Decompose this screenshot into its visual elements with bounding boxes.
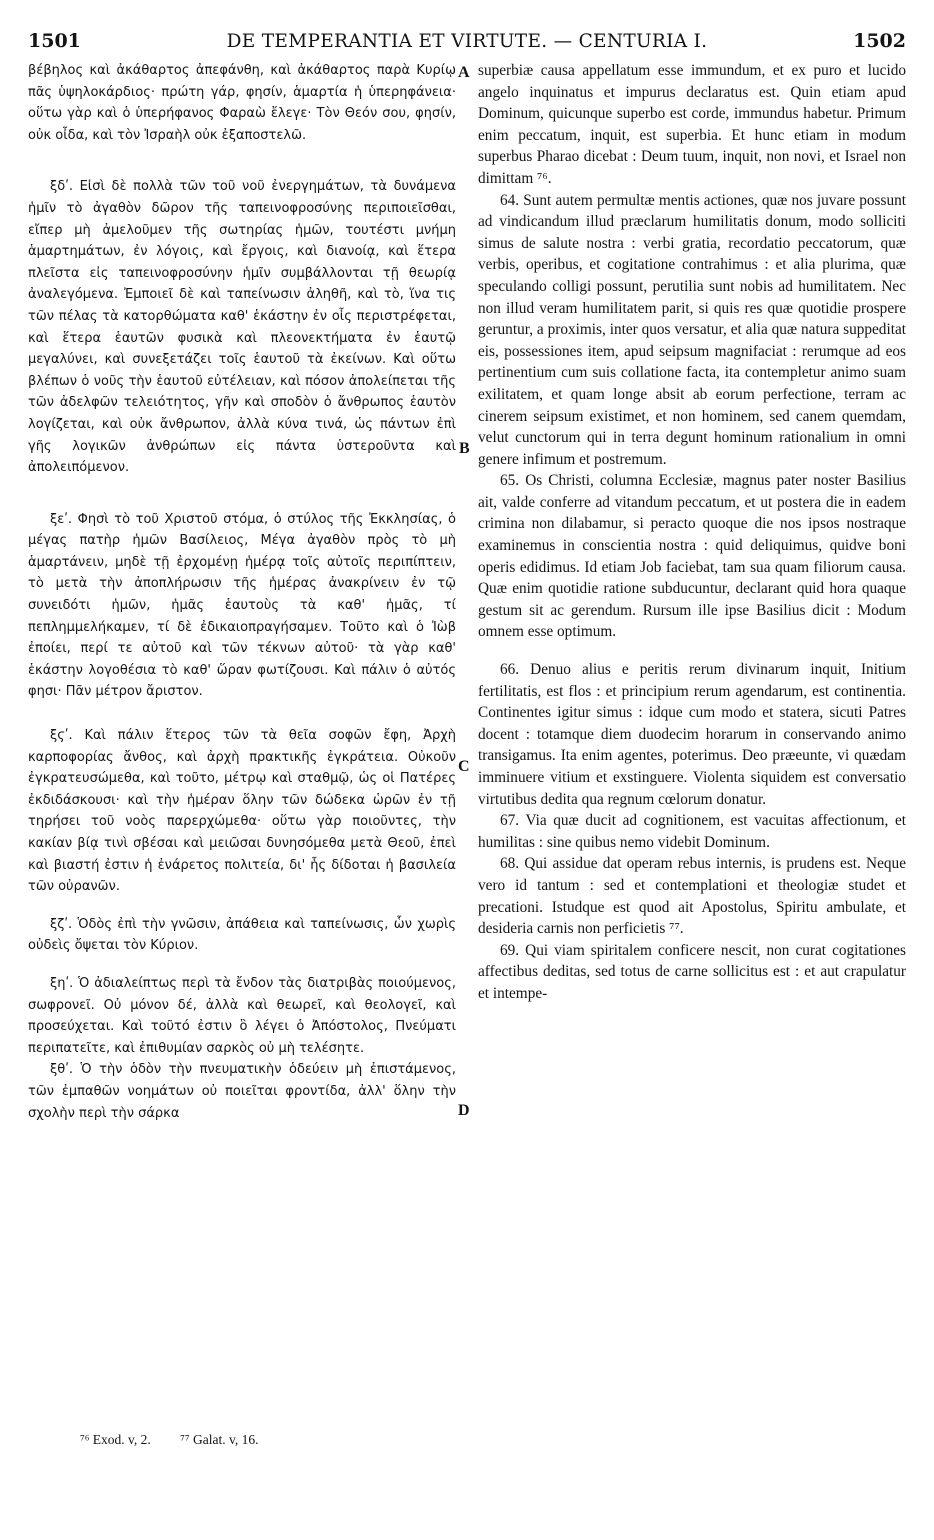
latin-column (478, 60, 906, 1005)
latin-paragraph: 69. Qui viam spiritalem conficere nescit, non curat cogitationes affectibus deditas, sed totus de carne sollicitus est : et aut crapulatur et intempe- (478, 941, 906, 1002)
margin-letter-d: D (458, 1102, 470, 1119)
margin-letter-c: C (458, 758, 470, 775)
latin-paragraph: 68. Qui assidue dat operam rebus internis, is prudens est. Neque vero id tantum : sed et contemplationi et theologiæ studet et precationi. Istudque est quod ait Apostolus, Spiritu ambulate, et desideria carnis non perficietis ⁷⁷. (478, 855, 906, 938)
latin-paragraph: superbiæ causa appellatum esse immundum, et ex puro et lucido angelo inquinatus et impurus declaratus est. Quin etiam apud Dominum, quicunque superbo est corde, immundus habetur. Primum enim peccatum, inquit, est superbia. Et hunc etiam in modum superbus Pharao dicebat : Deum tuum, inquit, non novi, et Israel non dimittam ⁷⁶. (478, 62, 906, 187)
margin-letter-a: A (458, 64, 470, 81)
greek-paragraph: ξϛʹ. Καὶ πάλιν ἕτερος τῶν τὰ θεῖα σοφῶν ἔφη, Ἀρχὴ καρποφορίας ἄνθος, καὶ ἀρχὴ πρακτικῆς ἐγκράτεια. Οὐκοῦν ἐγκρατευσώμεθα, καὶ τοῦτο, μέτρῳ καὶ σταθμῷ, ὡς οἱ Πατέρες ἐκδιδάσκουσι· καὶ τὴν ἡμέραν ὅλην τῶν δώδεκα ὡρῶν ἐν τῇ τηρήσει τοῦ νοὸς παρερχώμεθα· οὕτω γὰρ ποιοῦντες, τὴν κακίαν βίᾳ τινὶ σβέσαι καὶ μειῶσαι δυνησόμεθα μετὰ Θεοῦ, ἐπεὶ καὶ βιαστή ἐστιν ἡ ἐνάρετος πολιτεία, δι' ἧς δίδοται ἡ βασιλεία τῶν οὐρανῶν. (28, 728, 456, 895)
latin-paragraph: 66. Denuo alius e peritis rerum divinarum inquit, Initium fertilitatis, est flos : et principium rerum agendarum, est continentia. Continentes igitur simus : idque cum modo et statera, sicuti Patres docent : totamque diem duodecim horarum in conservando animo transigamus. Ita enim agentes, poterimus. Deo præeunte, vi quædam imminuere vitium et exstinguere. Violenta siquidem est conversatio virtutibus dedita qua regnum cœlorum donatur. (478, 661, 906, 808)
footnote: ⁷⁷ Galat. v, 16. (180, 1432, 259, 1447)
latin-paragraph: 64. Sunt autem permultæ mentis actiones, quæ nos juvare possunt ad vindicandum illud præclarum humilitatis donum, modo solliciti simus de salute nostra : verbi gratia, recordatio peccatorum, quæ verbis, operibus, et cogitatione contrahimus : et alia plurima, quæ speculando colligi possunt, perutilia sunt nobis ad humilitatem. Nec non illud veram humilitatem parit, si quis res quæ quotidie prospere geruntur, a proximis, inter quos versatur, et alia quæ natura suppeditat eis, possessiones item, apud seipsum magnifaciat : rerumque ad eos pertinentium cum suis collatione facta, ita contempletur animo suam exilitatem, et quam longe absit ab eorum perfectione, terram ac cinerem seipsum existimet, et non hominem, sed canem quemdam, velut cunctorum qui in terra degunt hominum rationalium in omni genere infimum et postremum. (478, 191, 906, 468)
latin-paragraph: 67. Via quæ ducit ad cognitionem, est vacuitas affectionum, et humilitas : sine quibus nemo videbit Dominum. (478, 812, 906, 851)
footnotes (80, 1432, 284, 1448)
greek-paragraph: βέβηλος καὶ ἀκάθαρτος ἀπεφάνθη, καὶ ἀκάθαρτος παρὰ Κυρίῳ πᾶς ὑψηλοκάρδιος· πρώτη γάρ, φησίν, ἁμαρτία ἡ ὑπερηφάνεια· οὕτω γὰρ καὶ ὁ ὑπερήφανος Φαραὼ ἔλεγε· Τὸν Θεόν σου, φησίν, οὐκ οἶδα, καὶ τὸν Ἰσραὴλ οὐκ ἐξαποστελῶ. (28, 63, 456, 143)
greek-paragraph: ξζʹ. Ὁδὸς ἐπὶ τὴν γνῶσιν, ἀπάθεια καὶ ταπείνωσις, ὧν χωρὶς οὐδεὶς ὄψεται τὸν Κύριον. (28, 916, 456, 954)
page-number-right: 1502 (853, 30, 906, 52)
greek-paragraph: ξεʹ. Φησὶ τὸ τοῦ Χριστοῦ στόμα, ὁ στύλος τῆς Ἐκκλησίας, ὁ μέγας πατὴρ ἡμῶν Βασίλειος, Μέγα ἀγαθὸν πρὸς τὸ μὴ ἁμαρτάνειν, μηδὲ τῇ ἐρχομένῃ ἡμέρᾳ τοῖς αὐτοῖς περιπίπτειν, τὸ μετὰ τὴν ἀποπλήρωσιν τῆς ἡμέρας ἀνακρίνειν ἐν τῷ συνειδότι ἡμῶν, ἡμᾶς ἑαυτοὺς τὰ καθ' ἡμᾶς, τί πεπλημμελήκαμεν, τί δὲ ἐδικαιοπραγήσαμεν. Τοῦτο καὶ ὁ Ἰὼβ ἐποίει, περί τε αὐτοῦ καὶ τῶν τέκνων αὐτοῦ· τὰ γὰρ καθ' ἑκάστην λογοθέσια τὸ καθ' ὥραν φωτίζουσι. Καὶ πάλιν ὁ αὐτός φησι· Πᾶν μέτρον ἄριστον. (28, 511, 456, 700)
page-number-left: 1501 (28, 30, 81, 52)
greek-paragraph: ξθʹ. Ὁ τὴν ὁδὸν τὴν πνευματικὴν ὁδεύειν μὴ ἐπιστάμενος, τῶν ἐμπαθῶν νοημάτων οὐ ποιεῖται φροντίδα, ἀλλ' ὅλην τὴν σχολὴν περὶ τὴν σάρκα (28, 1062, 456, 1121)
greek-column (28, 60, 456, 1124)
greek-paragraph: ξδʹ. Εἰσὶ δὲ πολλὰ τῶν τοῦ νοῦ ἐνεργημάτων, τὰ δυνάμενα ἡμῖν τὸ ἀγαθὸν δῶρον τῆς ταπεινοφροσύνης περιποιεῖσθαι, εἴπερ μὴ ἀμελοῦμεν τῆς σωτηρίας ἡμῶν, τουτέστι μνήμη ἁμαρτημάτων, ἐν λόγοις, καὶ ἔργοις, καὶ διανοίᾳ, καὶ ἕτερα πλεῖστα εἰς ταπεινοφροσύνην ἡμῖν συμβάλλονται τῇ θεωρίᾳ ἀναλεγόμενα. Ἐμποιεῖ δὲ καὶ ταπείνωσιν ἀληθῆ, καὶ τὸ, ἵνα τις τῶν πέλας τὰ κατορθώματα καθ' ἑκάστην ἐν οἷς περιστρέφεται, καὶ ἕτερα ἑαυτῶν φυσικὰ καὶ πλεονεκτήματα ἐν ἑαυτῷ μεγαλύνει, καὶ συνεξετάζει τοῖς ἑαυτοῦ τὰ ἐκείνων. Καὶ οὕτω βλέπων ὁ νοῦς τὴν ἑαυτοῦ εὐτέλειαν, καὶ πόσον ἀπολείπεται τῆς τῶν ἀδελφῶν τελειότητος, γῆν καὶ σποδὸν ὁ ἄνθρωπος ἑαυτὸν λογίζεται, καὶ οὐκ ἄνθρωπον, ἀλλὰ κύνα τινά, ὡς πάντων ἐπὶ γῆς λογικῶν ἀνθρώπων εἰς πάντα ὑστεροῦντα καὶ ἀπολειπόμενον. (28, 179, 456, 476)
greek-paragraph: ξηʹ. Ὁ ἀδιαλείπτως περὶ τὰ ἔνδον τὰς διατριβὰς ποιούμενος, σωφρονεῖ. Οὐ μόνον δέ, ἀλλὰ καὶ θεωρεῖ, καὶ θεολογεῖ, καὶ προσεύχεται. Καὶ τοῦτό ἐστιν ὃ λέγει ὁ Ἀπόστολος, Πνεύματι περιπατεῖτε, καὶ ἐπιθυμίαν σαρκὸς οὐ μὴ τελέσητε. (28, 975, 456, 1056)
footnote: ⁷⁶ Exod. v, 2. (80, 1432, 151, 1447)
running-head (28, 30, 906, 60)
latin-paragraph: 65. Os Christi, columna Ecclesiæ, magnus pater noster Basilius ait, valde conferre ad vitandum peccatum, et ut postera die in eadem crimina non dilabamur, si peracto quoque die nos ipsos nostraque examinemus in conscientia nostra : quid deliquimus, quidve boni operis edidimus. Id etiam Job faciebat, tam sua quam filiorum causa. Quæ enim quotidie ratione subducuntur, declarant quid hora quaque gestum sit ac gerendum. Rursum ille ipse Basilius dicit : Modum omnem esse optimum. (478, 472, 906, 641)
margin-letter-b: B (459, 440, 470, 457)
running-title: DE TEMPERANTIA ET VIRTUTE. — CENTURIA I. (226, 31, 708, 52)
